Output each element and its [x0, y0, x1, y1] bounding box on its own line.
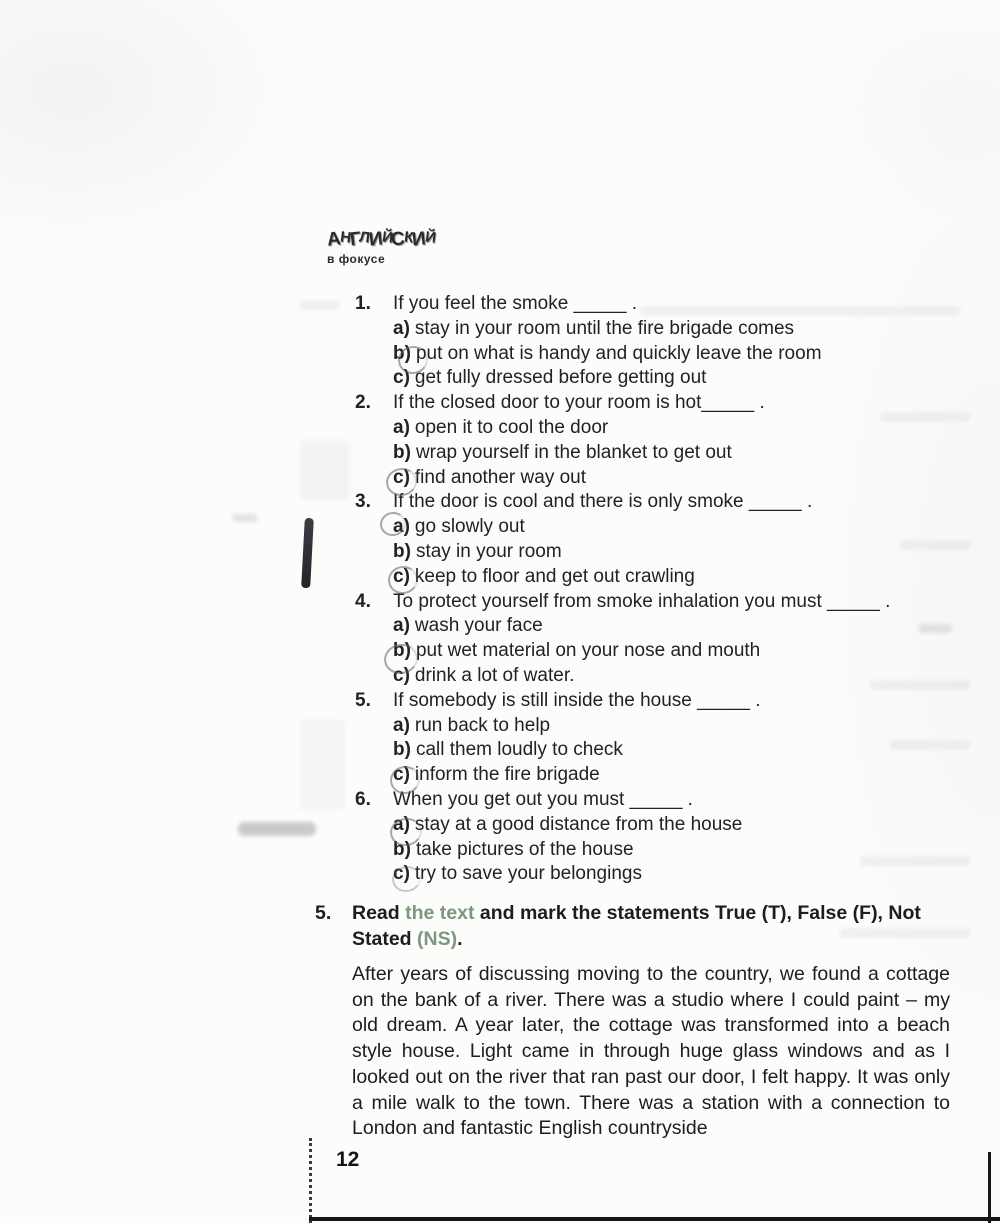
option: [355, 714, 960, 739]
option: [355, 565, 960, 590]
option: [355, 416, 960, 441]
pencil-smudge: [918, 624, 952, 633]
option-label: a): [393, 714, 410, 736]
page-number: 12: [336, 1148, 360, 1171]
option-text: try to save your belongings: [414, 863, 642, 885]
option-label: a): [393, 416, 410, 438]
logo-title: АНГЛИЙСКИЙ: [325, 228, 437, 251]
question-number: 1.: [355, 293, 371, 314]
option-text: run back to help: [414, 714, 551, 736]
task-heading-accent: (NS): [417, 927, 458, 950]
reading-passage: After years of discussing moving to the country, we found a cottage on the bank of a river. There was a studio where I could paint – my old dream. A year later, the cottage was transformed into a beach style house. Light came in through huge glass windows and as I looked out on the river that ran past our door, I felt happy. It was only a mile walk to the town. There was a station with a connection to London and fantastic English countryside: [352, 963, 950, 1140]
option: [355, 466, 960, 491]
option: [355, 738, 960, 763]
option-label: c): [393, 664, 410, 686]
question-number: 2.: [355, 392, 371, 414]
question-number: 3.: [355, 491, 371, 513]
task-heading: [352, 901, 937, 952]
option-label: c): [393, 863, 410, 885]
option-label: b): [393, 739, 411, 761]
option: [355, 862, 960, 887]
option-text: stay at a good distance from the house: [414, 813, 743, 835]
bleedthrough-artifact: [300, 440, 350, 500]
question-text: If the door is cool and there is only smoke _____ .: [393, 491, 813, 513]
option-label: c): [393, 764, 410, 786]
quiz-exercise: [355, 292, 960, 887]
option-text: get fully dressed before getting out: [414, 367, 707, 389]
question-number: 6.: [355, 788, 371, 810]
task-heading-text: .: [457, 927, 463, 950]
option-label: a): [393, 813, 410, 835]
bleedthrough-artifact: [900, 540, 970, 550]
option-text: wrap yourself in the blanket to get out: [415, 441, 732, 463]
option-text: open it to cool the door: [414, 416, 609, 438]
question-text: If the closed door to your room is hot_____ .: [393, 392, 765, 414]
question-text: If you feel the smoke _____ .: [393, 293, 637, 314]
option-text: put on what is handy and quickly leave the room: [415, 342, 822, 364]
right-page-edge: [988, 1152, 991, 1223]
option-text: take pictures of the house: [415, 838, 634, 860]
task-heading-text: Read: [352, 902, 406, 924]
option: [355, 342, 960, 367]
question-2: [355, 391, 960, 490]
option-text: go slowly out: [414, 516, 525, 538]
question-text: If somebody is still inside the house _____ .: [393, 689, 761, 711]
option-label: a): [393, 516, 410, 538]
pencil-smudge: [232, 514, 258, 522]
task-heading-accent: the text: [405, 902, 475, 924]
option: [355, 614, 960, 639]
option: [355, 317, 960, 342]
bleedthrough-artifact: [300, 720, 345, 810]
option: [355, 441, 960, 466]
bleedthrough-artifact: [860, 856, 970, 866]
option: [355, 639, 960, 664]
option-label: b): [393, 540, 411, 562]
pencil-smudge: [238, 822, 316, 836]
option-label: b): [393, 640, 411, 662]
question-text: To protect yourself from smoke inhalation you must _____ .: [393, 590, 891, 612]
option-text: put wet material on your nose and mouth: [415, 640, 761, 662]
option: [355, 540, 960, 565]
question-text: When you get out you must _____ .: [393, 788, 693, 810]
option: [355, 813, 960, 838]
option-text: call them loudly to check: [415, 739, 623, 761]
logo: [327, 228, 435, 266]
option-text: inform the fire brigade: [414, 764, 600, 786]
question-6: [355, 788, 960, 887]
bottom-page-edge: [309, 1217, 1000, 1221]
option-label: b): [393, 342, 411, 364]
option-label: a): [393, 615, 410, 637]
question-3: [355, 490, 960, 589]
option-text: keep to floor and get out crawling: [414, 565, 695, 587]
bleedthrough-artifact: [640, 306, 960, 316]
footer-dotted-divider: [309, 1138, 312, 1223]
option-label: b): [393, 441, 411, 463]
pencil-mark: [301, 518, 314, 588]
question-4: [355, 590, 960, 689]
task-heading-text: and mark the statements True (T), False (F), Not Stated: [352, 902, 921, 950]
question-5: [355, 689, 960, 788]
bleedthrough-artifact: [880, 412, 970, 422]
option-text: wash your face: [414, 615, 543, 637]
bleedthrough-artifact: [890, 740, 970, 750]
task-number: 5.: [315, 902, 332, 924]
option-text: drink a lot of water.: [414, 664, 575, 686]
option-text: stay in your room until the fire brigade comes: [414, 317, 795, 339]
option-label: b): [393, 838, 411, 860]
option-text: find another way out: [414, 466, 587, 488]
option: [355, 366, 960, 391]
bleedthrough-artifact: [300, 300, 340, 310]
option-label: a): [393, 317, 410, 339]
bleedthrough-artifact: [870, 680, 970, 690]
logo-subtitle: в фокусе: [327, 252, 386, 266]
option: [355, 515, 960, 540]
option: [355, 763, 960, 788]
question-number: 5.: [355, 689, 371, 711]
option-text: stay in your room: [415, 540, 562, 562]
question-number: 4.: [355, 590, 371, 612]
bleedthrough-artifact: [840, 928, 970, 938]
option-label: c): [393, 367, 410, 389]
option-label: c): [393, 466, 410, 488]
option-label: c): [393, 565, 410, 587]
